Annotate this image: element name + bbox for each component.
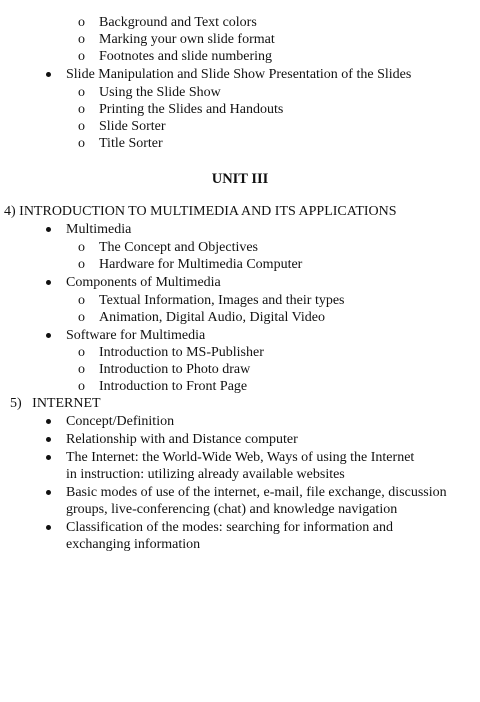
sub-item-slide-sorter: Slide Sorter xyxy=(99,119,166,134)
sub-item-marker: o xyxy=(78,379,85,394)
unit-heading: UNIT III xyxy=(211,171,269,187)
sub-item-photo-draw: Introduction to Photo draw xyxy=(99,362,251,377)
bullet-icon xyxy=(46,227,51,232)
sub-item-marking-slide-format: Marking your own slide format xyxy=(99,32,275,47)
sub-item-concept-objectives: The Concept and Objectives xyxy=(99,240,259,255)
sub-item-hardware: Hardware for Multimedia Computer xyxy=(99,257,303,272)
sub-item-marker: o xyxy=(78,85,85,100)
sub-item-marker: o xyxy=(78,257,85,272)
sub-item-marker: o xyxy=(78,310,85,325)
section-5-title: 5) INTERNET xyxy=(10,396,101,411)
bullet-icon xyxy=(46,455,51,460)
bullet-icon xyxy=(46,419,51,424)
sub-item-using-slide-show: Using the Slide Show xyxy=(99,85,221,100)
section-4-title: 4) INTRODUCTION TO MULTIMEDIA AND ITS APPLICATIONS xyxy=(4,204,397,219)
bullet-multimedia: Multimedia xyxy=(66,222,132,237)
sub-item-marker: o xyxy=(78,15,85,30)
sub-item-textual-information: Textual Information, Images and their types xyxy=(99,293,345,308)
bullet-icon xyxy=(46,525,51,530)
bullet-basic-modes-continued: groups, live-conferencing (chat) and knowledge navigation xyxy=(66,502,398,517)
sub-item-front-page: Introduction to Front Page xyxy=(99,379,248,394)
bullet-classification-continued: exchanging information xyxy=(66,537,201,552)
sub-item-title-sorter: Title Sorter xyxy=(99,136,163,151)
bullet-classification: Classification of the modes: searching for information and xyxy=(66,520,393,535)
bullet-basic-modes: Basic modes of use of the internet, e-mail, file exchange, discussion xyxy=(66,485,447,500)
bullet-relationship: Relationship with and Distance computer xyxy=(66,432,298,447)
sub-item-marker: o xyxy=(78,362,85,377)
bullet-icon xyxy=(46,280,51,285)
sub-item-marker: o xyxy=(78,119,85,134)
sub-item-marker: o xyxy=(78,32,85,47)
bullet-slide-manipulation: Slide Manipulation and Slide Show Presentation of the Slides xyxy=(66,67,412,82)
sub-item-marker: o xyxy=(78,345,85,360)
bullet-icon xyxy=(46,490,51,495)
sub-item-marker: o xyxy=(78,293,85,308)
bullet-internet-www-continued: in instruction: utilizing already available websites xyxy=(66,467,345,482)
sub-item-marker: o xyxy=(78,240,85,255)
sub-item-animation-audio-video: Animation, Digital Audio, Digital Video xyxy=(99,310,325,325)
sub-item-ms-publisher: Introduction to MS-Publisher xyxy=(99,345,264,360)
sub-item-printing-slides: Printing the Slides and Handouts xyxy=(99,102,284,117)
bullet-icon xyxy=(46,437,51,442)
sub-item-background-text-colors: Background and Text colors xyxy=(99,15,257,30)
bullet-icon xyxy=(46,333,51,338)
bullet-software: Software for Multimedia xyxy=(66,328,206,343)
sub-item-footnotes-numbering: Footnotes and slide numbering xyxy=(99,49,273,64)
sub-item-marker: o xyxy=(78,136,85,151)
sub-item-marker: o xyxy=(78,49,85,64)
bullet-components: Components of Multimedia xyxy=(66,275,221,290)
sub-item-marker: o xyxy=(78,102,85,117)
bullet-icon xyxy=(46,72,51,77)
bullet-internet-www: The Internet: the World-Wide Web, Ways of using the Internet xyxy=(66,450,415,465)
bullet-concept-definition: Concept/Definition xyxy=(66,414,175,429)
